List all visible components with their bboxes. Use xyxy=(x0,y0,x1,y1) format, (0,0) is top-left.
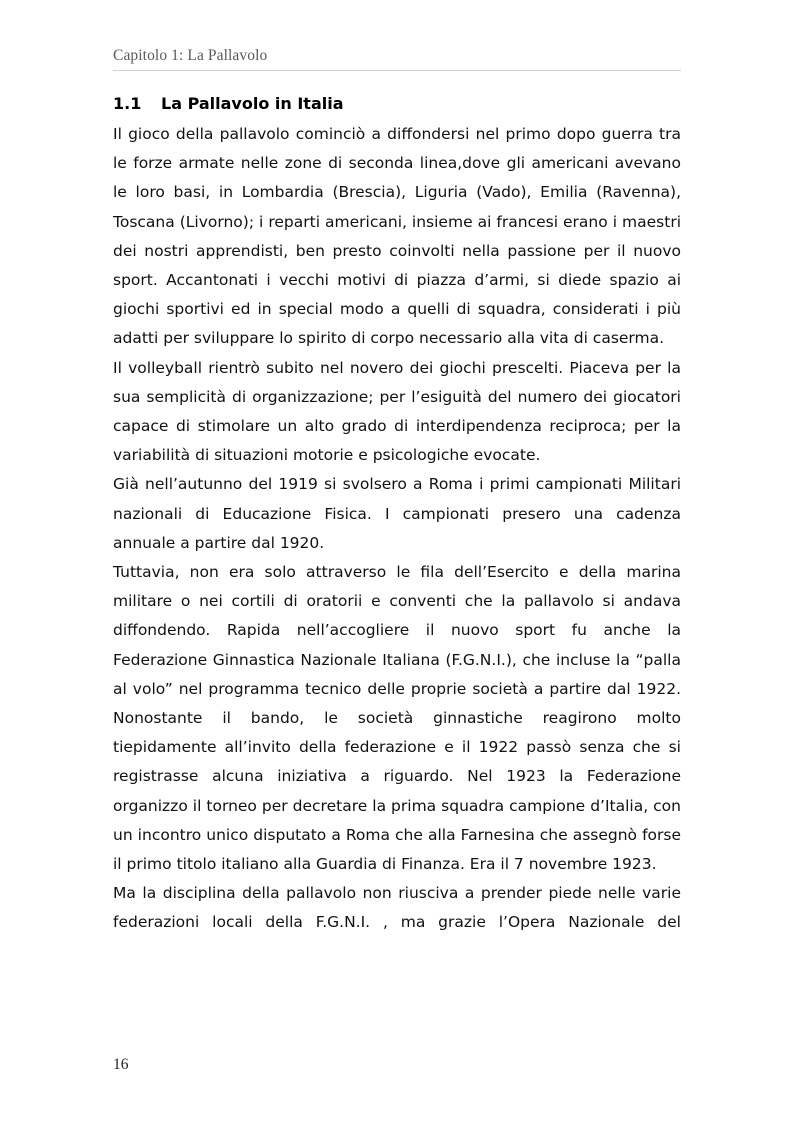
paragraph: Ma la disciplina della pallavolo non riusciva a prender piede nelle varie federazioni locali della F.G.N.I. , ma grazie l’Opera Nazionale del xyxy=(113,884,681,932)
header-divider xyxy=(113,70,681,71)
page-number: 16 xyxy=(113,1056,129,1073)
paragraph: Già nell’autunno del 1919 si svolsero a Roma i primi campionati Militari nazionali di Educazione Fisica. I campionati presero una cadenza annuale a partire dal 1920. xyxy=(113,475,681,552)
section-heading xyxy=(113,94,344,113)
paragraph: Il volleyball rientrò subito nel novero dei giochi prescelti. Piaceva per la sua semplicità di organizzazione; per l’esiguità del numero dei giocatori capace di stimolare un alto grado di interdipendenza reciproca; per la variabilità di situazioni motorie e psicologiche evocate. xyxy=(113,358,681,465)
section-title: La Pallavolo in Italia xyxy=(161,94,344,113)
running-header: Capitolo 1: La Pallavolo xyxy=(113,47,268,64)
body-text xyxy=(113,120,681,938)
paragraph: Tuttavia, non era solo attraverso le fila dell’Esercito e della marina militare o nei cortili di oratorii e conventi che la pallavolo si andava diffondendo. Rapida nell’accogliere il nuovo sport fu anche la Federazione Ginnastica Nazionale Italiana (F.G.N.I.), che incluse la “palla al volo” nel programma tecnico delle proprie società a partire dal 1922. Nonostante il bando, le società ginnastiche reagirono molto tiepidamente all’invito della federazione e il 1922 passò senza che si registrasse alcuna iniziativa a riguardo. Nel 1923 la Federazione organizzo il torneo per decretare la prima squadra campione d’Italia, con un incontro unico disputato a Roma che alla Farnesina che assegnò forse il primo titolo italiano alla Guardia di Finanza. Era il 7 novembre 1923. xyxy=(113,563,681,874)
paragraph: Il gioco della pallavolo cominciò a diffondersi nel primo dopo guerra tra le forze armate nelle zone di seconda linea,dove gli americani avevano le loro basi, in Lombardia (Brescia), Liguria (Vado), Emilia (Ravenna), Toscana (Livorno); i reparti americani, insieme ai francesi erano i maestri dei nostri apprendisti, ben presto coinvolti nella passione per il nuovo sport. Accantonati i vecchi motivi di piazza d’armi, si diede spazio ai giochi sportivi ed in special modo a quelli di squadra, considerati i più adatti per sviluppare lo spirito di corpo necessario alla vita di caserma. xyxy=(113,125,681,348)
section-number: 1.1 xyxy=(113,94,142,113)
